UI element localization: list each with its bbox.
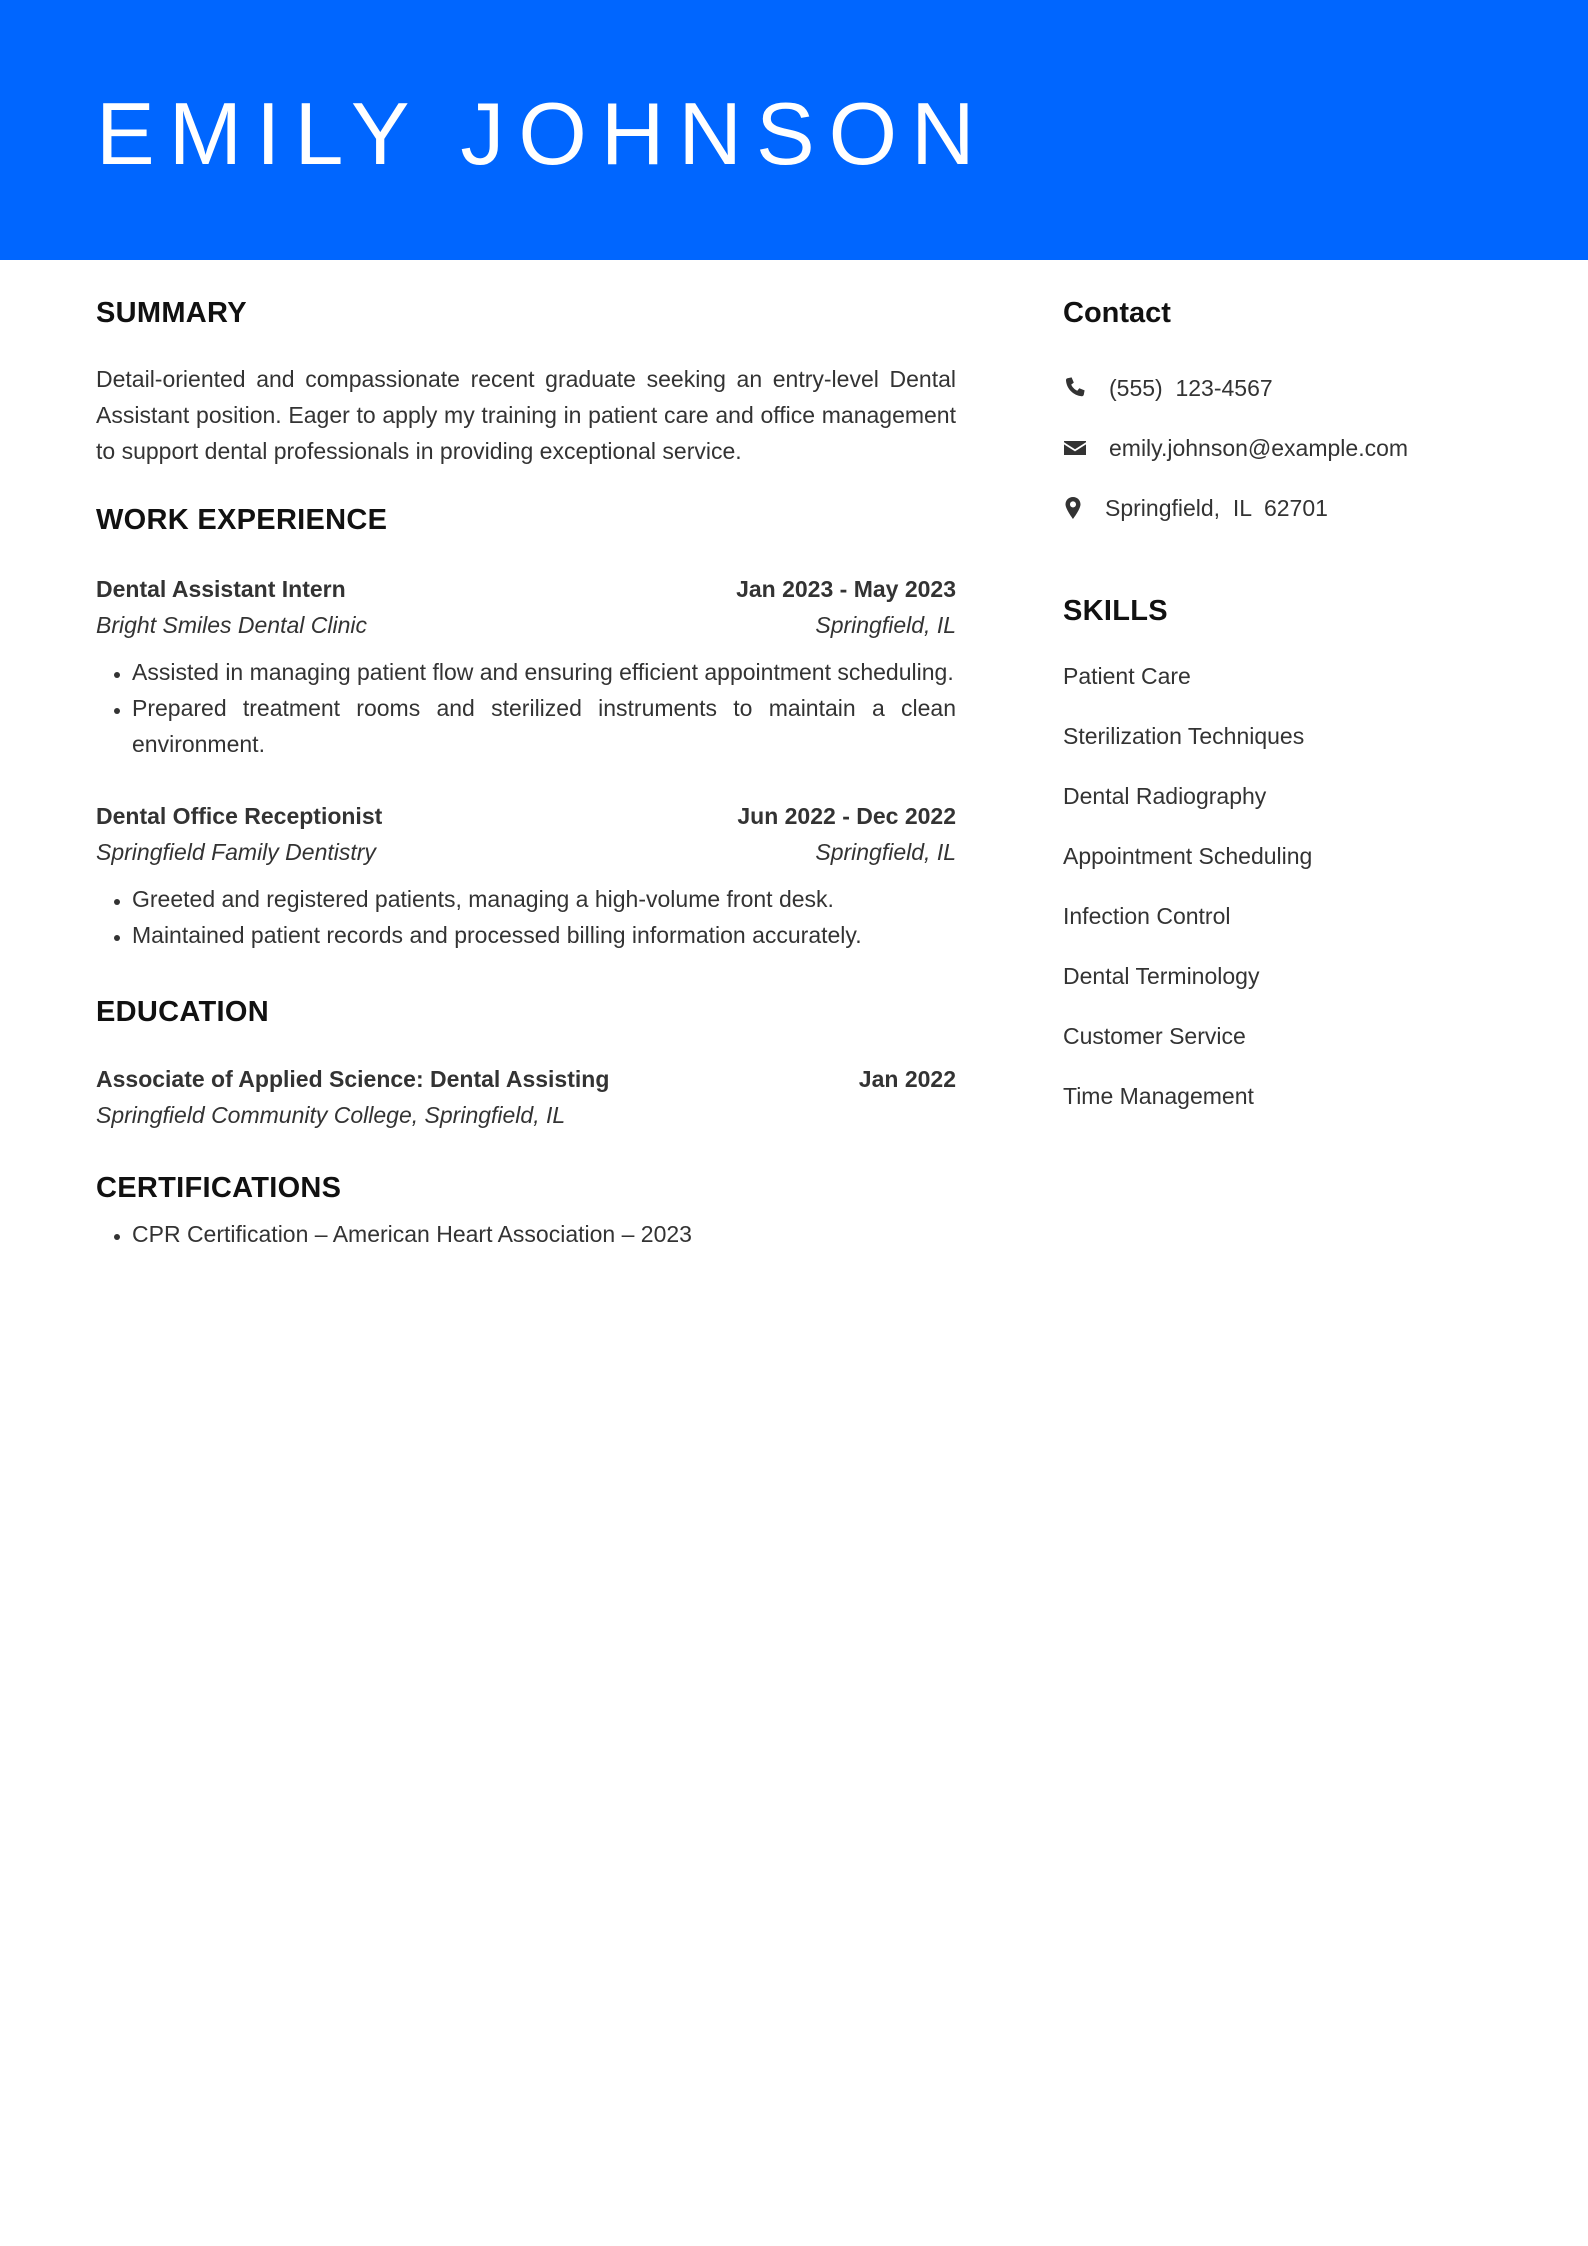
job-location: Springfield, IL <box>815 612 956 638</box>
skill-item: Patient Care <box>1063 663 1191 689</box>
degree: Associate of Applied Science: Dental Assisting <box>96 1066 610 1092</box>
skill-item: Customer Service <box>1063 1023 1246 1049</box>
certification-item: • CPR Certification – American Heart Association – 2023 <box>132 1216 956 1252</box>
job-bullets <box>96 654 956 762</box>
skill-item: Sterilization Techniques <box>1063 723 1305 749</box>
skill-item: Dental Radiography <box>1063 783 1267 809</box>
candidate-name: EMILY JOHNSON <box>96 84 989 183</box>
job-bullet: • Prepared treatment rooms and sterilized instruments to maintain a clean environment. <box>132 690 956 762</box>
contact-phone <box>1063 370 1523 406</box>
school: Springfield Community College, Springfield, IL <box>96 1102 566 1128</box>
job-company: Springfield Family Dentistry <box>96 839 376 865</box>
main-column <box>96 296 956 1252</box>
job-bullet: • Greeted and registered patients, managing a high-volume front desk. <box>132 881 956 917</box>
education-entry <box>96 1061 956 1133</box>
skill-item: Time Management <box>1063 1083 1254 1109</box>
envelope-icon <box>1063 436 1087 460</box>
header-banner <box>0 0 1588 260</box>
education-date: Jan 2022 <box>858 1066 956 1092</box>
job-bullets <box>96 881 956 953</box>
phone-icon <box>1063 376 1087 400</box>
job-bullet: • Assisted in managing patient flow and ensuring efficient appointment scheduling. <box>132 654 956 690</box>
job-title: Dental Office Receptionist <box>96 803 383 829</box>
certifications-list <box>96 1216 956 1252</box>
certifications-heading: CERTIFICATIONS <box>96 1172 342 1204</box>
job-location: Springfield, IL <box>815 839 956 865</box>
skill-item: Dental Terminology <box>1063 963 1260 989</box>
skill-item: Appointment Scheduling <box>1063 843 1313 869</box>
phone-number[interactable]: (555) 123-4567 <box>1109 375 1273 401</box>
job-bullet: • Maintained patient records and processed billing information accurately. <box>132 917 956 953</box>
job-title: Dental Assistant Intern <box>96 576 346 602</box>
job-dates: Jun 2022 - Dec 2022 <box>737 803 956 829</box>
contact-location <box>1063 490 1523 526</box>
summary-heading: SUMMARY <box>96 297 247 329</box>
work-experience-heading: WORK EXPERIENCE <box>96 504 388 536</box>
job-entry <box>96 798 956 953</box>
contact-heading: Contact <box>1063 297 1171 329</box>
summary-text: Detail-oriented and compassionate recent graduate seeking an entry-level Dental Assistant position. Eager to apply my training in patient care and office management to support dental professionals in providing exceptional service. <box>96 366 956 464</box>
skills-heading: SKILLS <box>1063 595 1168 627</box>
job-company: Bright Smiles Dental Clinic <box>96 612 367 638</box>
skill-item: Infection Control <box>1063 903 1231 929</box>
email-address[interactable]: emily.johnson@example.com <box>1109 435 1409 461</box>
job-dates: Jan 2023 - May 2023 <box>736 576 956 602</box>
contact-email <box>1063 430 1523 466</box>
sidebar-column <box>1063 296 1523 1114</box>
education-heading: EDUCATION <box>96 996 269 1028</box>
location-text: Springfield, IL 62701 <box>1105 495 1328 521</box>
map-pin-icon <box>1063 496 1087 520</box>
job-entry <box>96 571 956 762</box>
